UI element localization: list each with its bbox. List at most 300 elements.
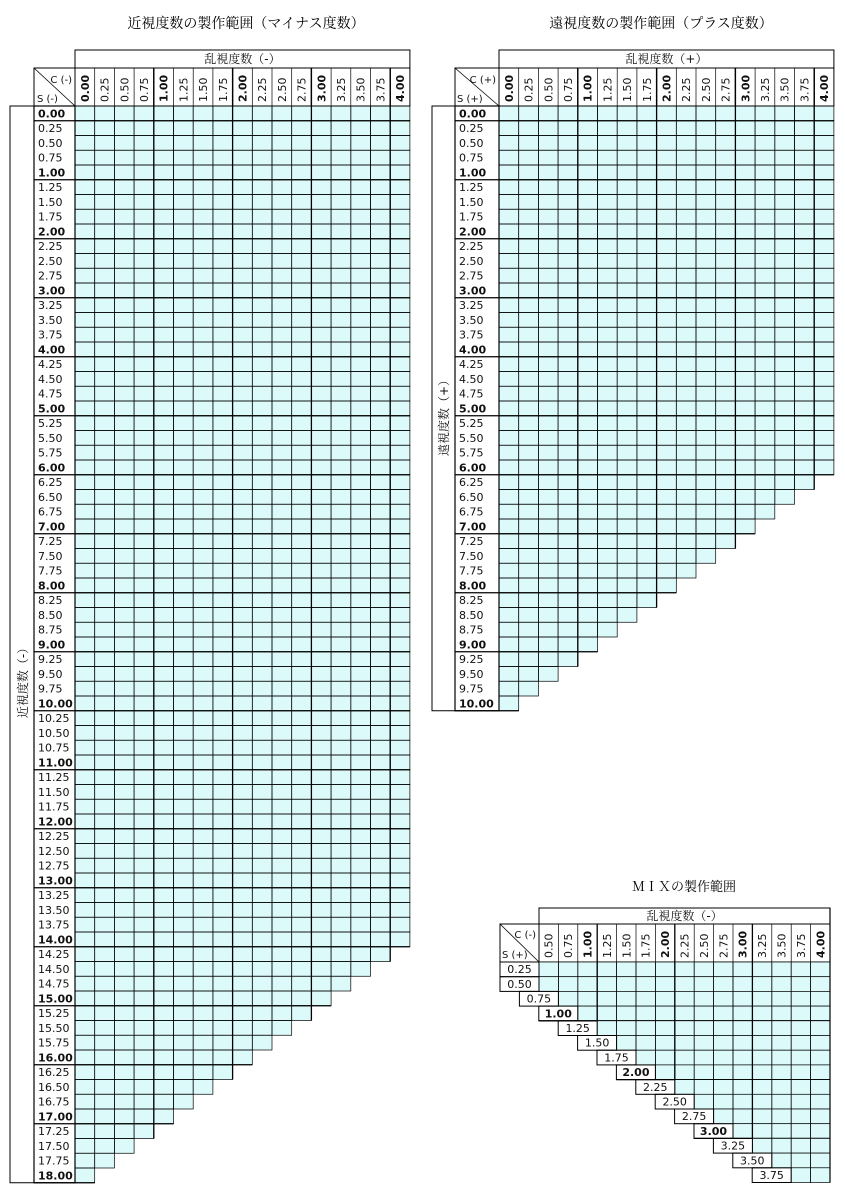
available-cells-row — [499, 696, 519, 711]
row-label: 5.25 — [459, 417, 484, 430]
available-cells-row — [499, 150, 834, 165]
available-cells-row — [75, 873, 410, 888]
available-cells-row — [75, 799, 410, 814]
row-label: 1.00 — [38, 166, 66, 180]
available-cells-row — [75, 180, 410, 195]
row-label: 8.25 — [38, 594, 63, 607]
column-label: 2.50 — [699, 77, 713, 102]
column-label: 4.00 — [818, 74, 832, 102]
available-cells-row — [539, 977, 830, 992]
available-cells-row — [75, 667, 410, 682]
row-label: 3.50 — [459, 313, 484, 327]
available-cells-row — [499, 608, 637, 623]
row-label: 9.25 — [459, 653, 484, 666]
row-label: 6.25 — [38, 476, 63, 489]
available-cells-row — [75, 372, 410, 387]
row-label: 9.25 — [38, 653, 63, 666]
row-label: 6.00 — [38, 461, 66, 475]
column-label: 1.75 — [216, 77, 230, 102]
corner-col-label: C (-) — [514, 930, 536, 941]
available-cells-row — [75, 711, 410, 726]
available-cells-row — [75, 991, 331, 1006]
row-label: 10.75 — [38, 741, 70, 755]
row-label: 5.50 — [459, 431, 484, 445]
available-cells-row — [75, 327, 410, 342]
row-group-label: 近視度数（-） — [16, 641, 30, 719]
row-label: 8.75 — [459, 623, 484, 637]
available-cells-row — [499, 401, 834, 416]
row-label: 1.25 — [565, 1022, 590, 1035]
available-cells-row — [499, 431, 834, 446]
row-label: 17.25 — [38, 1125, 70, 1138]
row-label: 7.50 — [38, 549, 63, 563]
column-label: 1.00 — [581, 74, 595, 102]
available-cells-row — [75, 932, 410, 947]
available-cells-row — [75, 740, 410, 755]
row-label: 7.25 — [38, 535, 63, 548]
available-cells-row — [75, 829, 410, 844]
available-cells-row — [75, 254, 410, 269]
row-label: 15.00 — [38, 992, 73, 1006]
available-cells-row — [75, 386, 410, 401]
available-cells-row — [75, 136, 410, 151]
row-label: 11.75 — [38, 800, 70, 814]
column-label: 3.25 — [758, 77, 772, 102]
row-label: 9.50 — [459, 667, 484, 681]
column-label: 3.00 — [736, 930, 750, 958]
column-group-label: 乱視度数（-） — [204, 52, 281, 66]
available-cells-row — [75, 549, 410, 564]
available-cells-row — [75, 1109, 174, 1124]
column-label: 0.00 — [502, 74, 516, 102]
column-label: 3.50 — [778, 77, 792, 102]
column-label: 2.50 — [697, 933, 711, 958]
row-label: 0.00 — [459, 107, 487, 121]
row-group-label: 遠視度数（+） — [437, 373, 451, 457]
column-label: 1.75 — [639, 933, 653, 958]
corner-row-label: S (+) — [502, 950, 528, 961]
available-cells-row — [75, 563, 410, 578]
row-label: 3.00 — [459, 284, 487, 298]
row-label: 14.75 — [38, 977, 70, 991]
column-label: 1.00 — [581, 930, 595, 958]
row-label: 9.00 — [459, 638, 487, 652]
available-cells-row — [499, 165, 834, 180]
available-cells-row — [499, 209, 834, 224]
available-cells-row — [75, 1021, 292, 1036]
available-cells-row — [75, 814, 410, 829]
row-label: 9.50 — [38, 667, 63, 681]
column-label: 2.00 — [660, 74, 674, 102]
row-label: 11.50 — [38, 785, 70, 799]
column-label: 2.25 — [680, 77, 694, 102]
column-label: 1.00 — [157, 74, 171, 102]
available-cells-row — [75, 652, 410, 667]
row-label: 10.00 — [38, 697, 73, 711]
available-cells-row — [75, 622, 410, 637]
row-label: 15.50 — [38, 1021, 70, 1035]
row-label: 1.75 — [459, 210, 484, 224]
row-label: 7.25 — [459, 535, 484, 548]
row-label: 8.75 — [38, 623, 63, 637]
available-cells-row — [499, 268, 834, 283]
row-label: 2.75 — [681, 1110, 707, 1124]
column-label: 3.50 — [354, 77, 368, 102]
row-label: 2.50 — [38, 254, 63, 268]
row-label: 4.25 — [38, 358, 63, 371]
column-label: 2.25 — [256, 77, 270, 102]
available-cells-row — [75, 578, 410, 593]
available-cells-row — [499, 106, 834, 121]
row-label: 0.50 — [507, 977, 532, 991]
row-label: 3.00 — [38, 284, 66, 298]
row-label: 10.25 — [38, 712, 70, 725]
column-label: 3.00 — [739, 74, 753, 102]
row-label: 2.50 — [459, 254, 484, 268]
available-cells-row — [75, 593, 410, 608]
column-label: 1.50 — [620, 933, 634, 958]
minus-title: 近視度数の製作範囲（マイナス度数） — [127, 16, 365, 32]
available-cells-row — [694, 1094, 830, 1109]
available-cells-row — [75, 298, 410, 313]
available-cells-row — [75, 681, 410, 696]
available-cells-row — [499, 460, 834, 475]
row-label: 6.00 — [459, 461, 487, 475]
available-cells-row — [75, 962, 371, 977]
available-cells-row — [75, 726, 410, 741]
row-label: 5.75 — [38, 446, 63, 460]
available-cells-row — [499, 224, 834, 239]
corner-row-label: S (+) — [457, 94, 483, 105]
row-label: 4.75 — [459, 387, 484, 401]
available-cells-row — [499, 283, 834, 298]
row-label: 6.50 — [38, 490, 63, 504]
row-label: 15.75 — [38, 1036, 70, 1050]
corner-col-label: C (-) — [50, 75, 72, 86]
plus-title: 遠視度数の製作範囲（プラス度数） — [549, 16, 773, 32]
row-label: 1.50 — [38, 195, 63, 209]
column-label: 0.00 — [78, 74, 92, 102]
available-cells-row — [75, 1050, 252, 1065]
row-label: 5.25 — [38, 417, 63, 430]
row-label: 4.50 — [459, 372, 484, 386]
row-label: 4.75 — [38, 387, 63, 401]
row-label: 0.25 — [459, 122, 484, 135]
row-label: 1.00 — [459, 166, 487, 180]
mix-range-table — [500, 908, 830, 1183]
available-cells-row — [75, 903, 410, 918]
row-label: 2.25 — [459, 240, 484, 253]
available-cells-row — [75, 416, 410, 431]
row-label: 3.75 — [38, 328, 63, 342]
row-label: 11.00 — [38, 756, 73, 770]
row-label: 3.75 — [459, 328, 484, 342]
available-cells-row — [75, 608, 410, 623]
column-label: 3.75 — [794, 933, 808, 958]
row-label: 12.75 — [38, 859, 70, 873]
column-label: 3.25 — [334, 77, 348, 102]
row-label: 7.75 — [38, 564, 63, 578]
available-cells-row — [499, 180, 834, 195]
row-label: 0.75 — [38, 151, 63, 165]
row-label: 1.75 — [38, 210, 63, 224]
row-label: 6.25 — [459, 476, 484, 489]
row-label: 15.25 — [38, 1007, 70, 1020]
row-label: 0.25 — [507, 963, 532, 977]
mix-title: ＭＩＸの製作範囲 — [631, 880, 737, 895]
available-cells-row — [75, 121, 410, 136]
column-label: 3.00 — [315, 74, 329, 102]
available-cells-row — [75, 460, 410, 475]
row-label: 7.75 — [459, 564, 484, 578]
plus-range-table — [432, 50, 834, 711]
available-cells-row — [499, 121, 834, 136]
column-label: 1.50 — [621, 77, 635, 102]
available-cells-row — [539, 962, 830, 977]
row-label: 8.50 — [459, 608, 484, 622]
available-cells-row — [75, 401, 410, 416]
row-label: 0.50 — [459, 136, 484, 150]
available-cells-row — [75, 475, 410, 490]
row-label: 0.75 — [526, 992, 552, 1006]
row-label: 8.00 — [459, 579, 487, 593]
column-label: 1.25 — [600, 933, 614, 958]
available-cells-row — [75, 637, 410, 652]
available-cells-row — [75, 696, 410, 711]
row-label: 7.00 — [459, 520, 487, 534]
row-label: 2.75 — [459, 269, 484, 283]
row-label: 1.25 — [459, 181, 484, 194]
row-label: 1.25 — [38, 181, 63, 194]
row-label: 0.50 — [38, 136, 63, 150]
row-label: 3.50 — [740, 1154, 765, 1168]
column-label: 0.50 — [118, 77, 132, 102]
available-cells-row — [75, 445, 410, 460]
available-cells-row — [75, 534, 410, 549]
column-label: 0.25 — [98, 77, 112, 102]
available-cells-row — [75, 239, 410, 254]
row-label: 5.75 — [459, 446, 484, 460]
row-label: 2.00 — [622, 1066, 650, 1080]
row-label: 2.25 — [38, 240, 63, 253]
available-cells-row — [75, 785, 410, 800]
row-label: 12.00 — [38, 815, 73, 829]
column-label: 2.75 — [719, 77, 733, 102]
row-label: 14.25 — [38, 948, 70, 961]
available-cells-row — [733, 1124, 830, 1139]
column-label: 0.75 — [137, 77, 151, 102]
row-label: 10.50 — [38, 726, 70, 740]
available-cells-row — [75, 888, 410, 903]
available-cells-row — [75, 313, 410, 328]
available-cells-row — [617, 1036, 830, 1051]
available-cells-row — [499, 416, 834, 431]
row-label: 2.75 — [38, 269, 63, 283]
row-label: 3.75 — [759, 1169, 784, 1182]
row-label: 4.00 — [459, 343, 487, 357]
available-cells-row — [75, 150, 410, 165]
row-label: 8.50 — [38, 608, 63, 622]
row-label: 10.00 — [459, 697, 494, 711]
available-cells-row — [75, 504, 410, 519]
available-cells-row — [75, 268, 410, 283]
available-cells-row — [75, 1080, 213, 1095]
row-label: 9.75 — [38, 682, 63, 696]
available-cells-row — [75, 431, 410, 446]
column-label: 3.75 — [798, 77, 812, 102]
row-label: 1.50 — [459, 195, 484, 209]
row-label: 17.50 — [38, 1139, 70, 1153]
row-label: 1.50 — [584, 1036, 610, 1050]
row-label: 12.50 — [38, 844, 70, 858]
available-cells-row — [75, 1168, 95, 1183]
row-label: 14.50 — [38, 962, 70, 976]
available-cells-row — [499, 136, 834, 151]
row-label: 0.25 — [38, 122, 63, 135]
available-cells-row — [75, 224, 410, 239]
available-cells-row — [75, 195, 410, 210]
available-cells-row — [75, 844, 410, 859]
column-label: 4.00 — [814, 930, 828, 958]
column-label: 0.75 — [561, 77, 575, 102]
available-cells-row — [499, 519, 755, 534]
available-cells-row — [75, 917, 410, 932]
row-label: 11.25 — [38, 771, 70, 784]
row-label: 0.75 — [459, 151, 484, 165]
row-label: 2.50 — [662, 1095, 687, 1109]
column-label: 3.50 — [775, 933, 789, 958]
available-cells-row — [499, 254, 834, 269]
row-label: 6.75 — [459, 505, 484, 519]
row-label: 9.75 — [459, 682, 484, 696]
row-label: 6.75 — [38, 505, 63, 519]
available-cells-row — [75, 106, 410, 121]
row-label: 5.00 — [38, 402, 66, 416]
row-label: 4.50 — [38, 372, 63, 386]
available-cells-row — [75, 283, 410, 298]
row-label: 3.25 — [720, 1139, 746, 1153]
row-label: 4.00 — [38, 343, 66, 357]
column-label: 2.75 — [295, 77, 309, 102]
column-label: 2.00 — [659, 930, 673, 958]
row-label: 13.00 — [38, 874, 73, 888]
column-label: 1.25 — [177, 77, 191, 102]
corner-col-label: C (+) — [469, 75, 496, 86]
available-cells-row — [499, 549, 716, 564]
available-cells-row — [75, 519, 410, 534]
row-label: 3.25 — [38, 299, 63, 312]
row-label: 1.75 — [604, 1051, 629, 1065]
row-label: 5.50 — [38, 431, 63, 445]
available-cells-row — [499, 313, 834, 328]
available-cells-row — [499, 342, 834, 357]
row-label: 13.25 — [38, 889, 70, 902]
row-label: 3.50 — [38, 313, 63, 327]
column-label: 2.50 — [275, 77, 289, 102]
row-label: 3.00 — [699, 1124, 728, 1138]
row-label: 7.50 — [459, 549, 484, 563]
column-label: 2.75 — [717, 933, 731, 958]
row-label: 0.00 — [38, 107, 66, 121]
available-cells-row — [499, 445, 834, 460]
column-label: 4.00 — [394, 74, 408, 102]
row-label: 5.00 — [459, 402, 487, 416]
column-label: 3.75 — [374, 77, 388, 102]
available-cells-row — [578, 1006, 830, 1021]
row-label: 13.50 — [38, 903, 70, 917]
available-cells-row — [499, 667, 558, 682]
column-label: 0.75 — [562, 933, 576, 958]
available-cells-row — [499, 239, 834, 254]
row-label: 16.25 — [38, 1066, 70, 1079]
row-label: 6.50 — [459, 490, 484, 504]
available-cells-row — [75, 490, 410, 505]
row-label: 17.75 — [38, 1154, 70, 1168]
column-label: 1.25 — [601, 77, 615, 102]
row-label: 1.00 — [544, 1007, 572, 1021]
row-label: 3.25 — [459, 299, 484, 312]
column-group-label: 乱視度数（-） — [646, 909, 723, 923]
row-label: 7.00 — [38, 520, 66, 534]
column-group-label: 乱視度数（+） — [625, 52, 708, 66]
available-cells-row — [75, 165, 410, 180]
available-cells-row — [75, 209, 410, 224]
available-cells-row — [75, 770, 410, 785]
available-cells-row — [499, 490, 795, 505]
row-label: 18.00 — [38, 1169, 73, 1183]
available-cells-row — [499, 298, 834, 313]
column-label: 2.25 — [678, 933, 692, 958]
row-label: 17.00 — [38, 1110, 73, 1124]
row-label: 8.25 — [459, 594, 484, 607]
available-cells-row — [772, 1153, 830, 1168]
row-label: 14.00 — [38, 933, 73, 947]
column-label: 0.50 — [542, 933, 556, 958]
row-label: 8.00 — [38, 579, 66, 593]
available-cells-row — [75, 357, 410, 372]
available-cells-row — [655, 1065, 830, 1080]
row-label: 4.25 — [459, 358, 484, 371]
minus-range-table — [10, 50, 410, 1183]
available-cells-row — [499, 195, 834, 210]
column-label: 1.50 — [197, 77, 211, 102]
corner-row-label: S (-) — [37, 94, 58, 105]
available-cells-row — [499, 386, 834, 401]
row-label: 16.50 — [38, 1080, 70, 1094]
available-cells-row — [499, 327, 834, 342]
column-label: 2.00 — [236, 74, 250, 102]
column-label: 1.75 — [640, 77, 654, 102]
column-label: 0.25 — [522, 77, 536, 102]
row-label: 9.00 — [38, 638, 66, 652]
available-cells-row — [499, 637, 598, 652]
available-cells-row — [499, 357, 834, 372]
row-label: 16.75 — [38, 1095, 70, 1109]
row-label: 12.25 — [38, 830, 70, 843]
available-cells-row — [75, 755, 410, 770]
row-label: 2.00 — [459, 225, 487, 239]
available-cells-row — [75, 858, 410, 873]
available-cells-row — [499, 372, 834, 387]
column-label: 3.25 — [756, 933, 770, 958]
row-label: 2.00 — [38, 225, 66, 239]
available-cells-row — [75, 342, 410, 357]
available-cells-row — [499, 578, 676, 593]
row-label: 16.00 — [38, 1051, 73, 1065]
row-label: 13.75 — [38, 918, 70, 932]
available-cells-row — [75, 1139, 134, 1154]
column-label: 0.50 — [542, 77, 556, 102]
